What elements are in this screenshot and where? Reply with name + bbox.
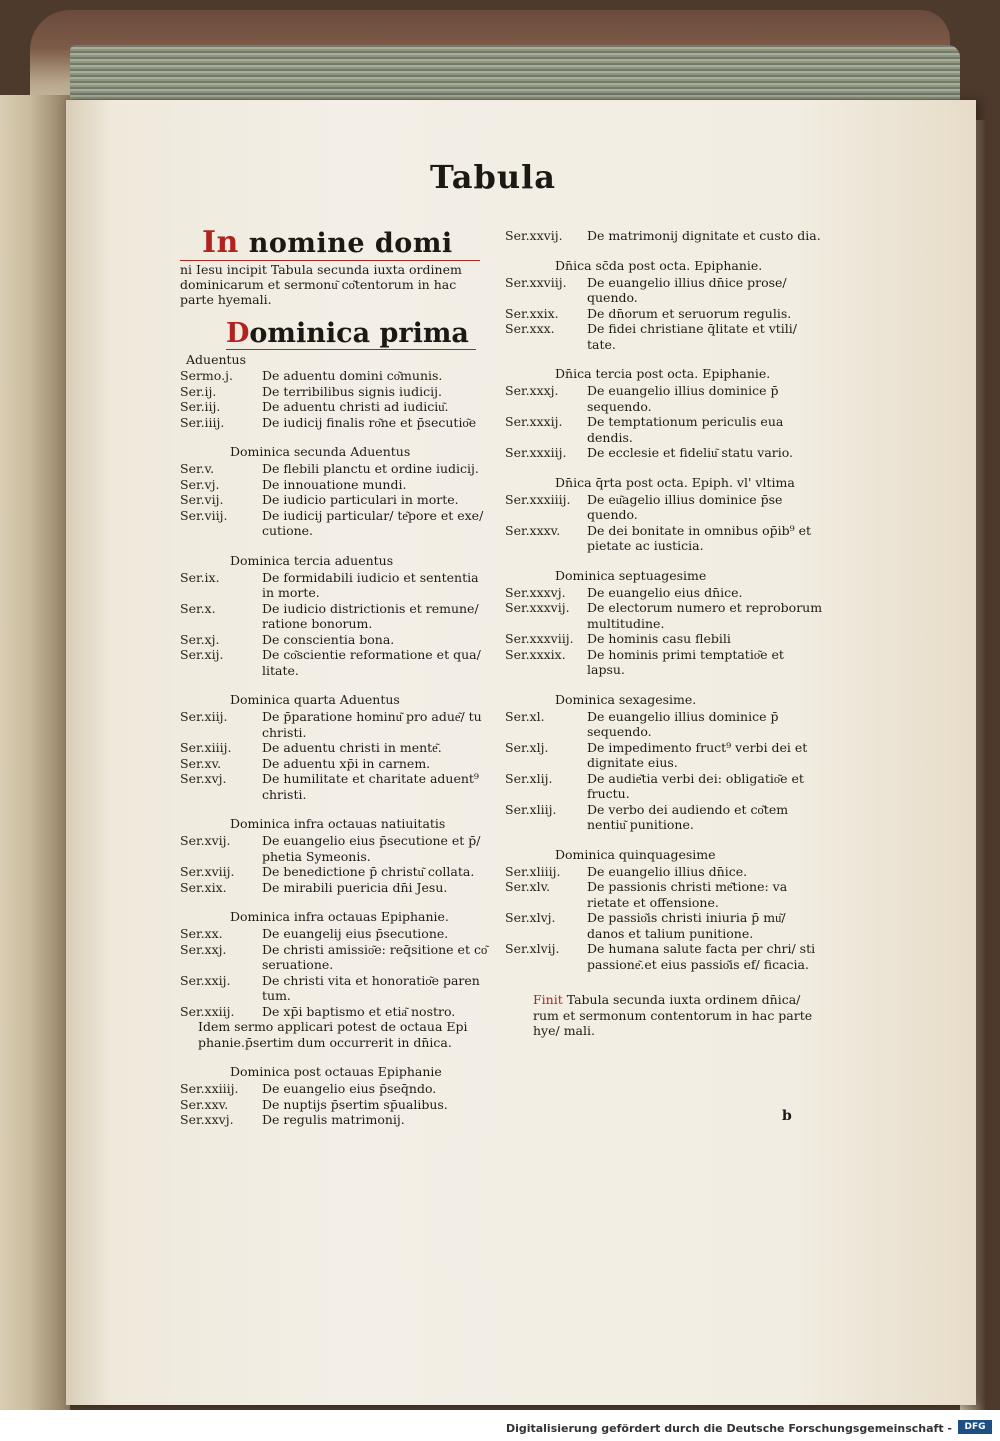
sermon-entry — [180, 477, 490, 493]
sermon-number: Ser.xxj. — [180, 941, 227, 957]
sermon-number: Ser.xxvij. — [505, 228, 563, 243]
sermon-title: De temptationum periculis eua dendis. — [587, 414, 784, 445]
sermon-title: De impedimento fruct⁹ verbi dei et dignitate eius. — [587, 739, 808, 770]
sermon-entry — [180, 756, 490, 772]
sermon-number: Ser.xxxvij. — [505, 600, 570, 615]
sermon-entry — [180, 492, 490, 508]
sermon-entry — [180, 1097, 490, 1113]
sermon-number: Ser.vj. — [180, 476, 220, 492]
dominica-prima-title — [226, 319, 476, 350]
section-title: Dominica septuagesime — [555, 567, 707, 583]
incipit-title — [202, 225, 490, 260]
section-title: Dominica tercia aduentus — [230, 552, 394, 568]
sermon-number: Ser.xlvj. — [505, 910, 556, 925]
sermon-entry — [180, 368, 490, 384]
sermon-entry — [180, 461, 490, 477]
sermon-entry — [180, 1081, 490, 1097]
sermon-entry — [180, 926, 490, 942]
section-title: Dominica infra octauas Epiphanie. — [230, 909, 449, 924]
sermon-entry — [180, 647, 490, 678]
sermon-number: Ser.xxxvj. — [505, 584, 566, 600]
sermon-entry — [180, 880, 490, 896]
sermon-title: De electorum numero et reproborum multitudine. — [587, 600, 823, 631]
sermon-entry — [505, 383, 825, 414]
sermon-entry — [180, 1112, 490, 1128]
sermon-number: Ser.viij. — [180, 507, 228, 523]
sermon-number: Ser.xiij. — [180, 709, 228, 724]
sermon-title: De aduentu domini co͂munis. — [262, 368, 443, 383]
dominica-prima-rest: ominica prima — [249, 318, 469, 349]
sermon-title: De euangelio illius dn̄ice prose/ quendo. — [587, 274, 787, 305]
sermon-title: De euangelio illius dominice p̄ sequendo. — [587, 383, 779, 414]
sermon-title: De christi amissio͂e: req̄sitione et co͂ seruatione. — [262, 941, 488, 972]
sermon-entry — [505, 492, 825, 523]
sermon-number: Ser.iij. — [180, 399, 221, 414]
sermon-entry — [505, 585, 825, 601]
sermon-entry — [180, 740, 490, 756]
sermon-title: De verbo dei audiendo et co͂tem nentiu͂ punitione. — [587, 801, 789, 832]
sermon-title: De euangelio eius p̄secutione et p̄/ phetia Symeonis. — [262, 833, 481, 864]
section-title: Dominica post octauas Epiphanie — [230, 1064, 442, 1079]
section-note: Idem sermo applicari potest de octaua Epi phanie.p̄sertim dum occurrerit in dn̄ica. — [198, 1019, 468, 1050]
incipit-initial: In — [202, 225, 239, 260]
sermon-entry — [180, 399, 490, 415]
sermon-title: De aduentu xp̄i in carnem. — [262, 755, 431, 771]
sermon-entry — [505, 306, 825, 322]
sermon-number: Ser.iiij. — [180, 414, 225, 430]
sermon-title: De ecclesie et fideliu͂ statu vario. — [587, 445, 794, 460]
sermon-title: De regulis matrimonij. — [262, 1112, 405, 1127]
sermon-title: De eu͂agelio illius dominice p̄se quendo. — [587, 491, 783, 522]
sermon-title: De iudicij particular/ te͂pore et exe/ cutione. — [262, 507, 484, 538]
sermon-entry — [505, 910, 825, 941]
sermon-title: De fidei christiane q̄litate et vtili/ tate. — [587, 321, 797, 352]
sermon-number: Ser.xviij. — [180, 864, 235, 879]
section-title: Dn̄ica tercia post octa. Epiphanie. — [555, 366, 771, 381]
section-title: Dn̄ica sc̄da post octa. Epiphanie. — [555, 257, 763, 273]
sermon-number: Ser.xlj. — [505, 739, 549, 755]
sermon-entry — [505, 600, 825, 631]
dominica-prima-initial: D — [226, 318, 250, 349]
finit-initial: Finit — [533, 992, 563, 1007]
sermon-number: Ser.v. — [180, 461, 215, 476]
sermon-number: Ser.xxxv. — [505, 522, 561, 538]
sermon-number: Ser.xxvj. — [180, 1112, 234, 1127]
sermon-number: Ser.ij. — [180, 383, 217, 399]
sermon-entry — [505, 523, 825, 554]
sermon-number: Ser.xij. — [180, 647, 224, 662]
sermon-number: Ser.xliiij. — [505, 863, 561, 879]
sermon-title: De hominis casu flebili — [587, 631, 731, 646]
sermon-title: De benedictione p̄ christu͂ collata. — [262, 864, 475, 879]
section-title: Aduentus — [186, 352, 247, 367]
signature-mark: b — [782, 1108, 792, 1124]
sermon-number: Ser.xxix. — [505, 305, 559, 321]
sermon-title: De matrimonij dignitate et custo dia. — [587, 228, 821, 243]
sermon-title: De audie͂tia verbi dei: obligatio͂e et fructu. — [587, 770, 804, 801]
sermon-title: De innouatione mundi. — [262, 476, 407, 492]
sermon-number: Ser.xliij. — [505, 801, 557, 817]
sermon-number: Ser.xlij. — [505, 770, 553, 786]
sermon-number: Ser.xxiij. — [180, 1003, 235, 1019]
sermon-entry — [180, 632, 490, 648]
sermon-title: De iudicio districtionis et remune/ ratione bonorum. — [262, 600, 479, 631]
sermon-entry — [505, 802, 825, 833]
finit-line — [533, 992, 825, 1039]
sermon-number: Ser.xxxij. — [505, 414, 563, 429]
sermon-entry — [505, 631, 825, 647]
sermon-title: De euangelio illius dominice p̄ sequendo. — [587, 708, 779, 739]
sermon-number: Ser.xxv. — [180, 1096, 229, 1112]
sermon-number: Ser.xxxviij. — [505, 631, 574, 646]
sermon-entry — [505, 445, 825, 461]
sermon-number: Ser.xxxix. — [505, 646, 566, 662]
sermon-number: Ser.xxiiij. — [180, 1081, 239, 1096]
sermon-entry — [180, 771, 490, 802]
section-title: Dominica sexagesime. — [555, 691, 697, 707]
sermon-entry — [505, 709, 825, 740]
sermon-number: Sermo.j. — [180, 368, 233, 383]
dfg-logo: DFG — [958, 1420, 992, 1434]
sermon-entry — [505, 414, 825, 445]
incipit-title-rest: nomine domi — [238, 228, 453, 259]
sermon-entry — [180, 833, 490, 864]
sermon-title: De euangelio eius p̄seq̄ndo. — [262, 1081, 437, 1096]
sermon-number: Ser.xvj. — [180, 771, 227, 786]
sermon-title: De mirabili puericia dn̄i Jesu. — [262, 879, 448, 895]
sermon-title: De flebili planctu et ordine iudicij. — [262, 461, 479, 476]
right-sections — [505, 228, 825, 972]
sermon-number: Ser.ix. — [180, 569, 220, 585]
sermon-entry — [505, 771, 825, 802]
section-title: Dn̄ica q̄rta post octa. Epiph. vl' vltima — [555, 474, 795, 490]
column-right — [505, 228, 825, 1039]
left-sections — [180, 352, 490, 1128]
sermon-entry — [505, 879, 825, 910]
sermon-entry — [180, 415, 490, 431]
sermon-title: De dei bonitate in omnibus op̄ib⁹ et pietate ac iusticia. — [587, 522, 812, 553]
footer-credit: Digitalisierung gefördert durch die Deutsche Forschungsgemeinschaft - — [505, 1422, 952, 1435]
sermon-title: De conscientia bona. — [262, 631, 395, 647]
sermon-number: Ser.xxxiiij. — [505, 491, 571, 507]
section-title: Dominica infra octauas natiuitatis — [230, 816, 446, 831]
sermon-entry — [180, 942, 490, 973]
sermon-number: Ser.xvij. — [180, 833, 231, 848]
sermon-entry — [180, 864, 490, 880]
sermon-entry — [505, 864, 825, 880]
sermon-number: Ser.xxx. — [505, 321, 555, 336]
footer-bar — [0, 1417, 1000, 1441]
sermon-number: Ser.xv. — [180, 755, 222, 771]
section-title: Dominica quinquagesime — [555, 846, 716, 862]
column-left — [180, 225, 490, 1128]
sermon-number: Ser.xlv. — [505, 879, 551, 894]
section-title: Dominica secunda Aduentus — [230, 444, 411, 459]
sermon-number: Ser.xx. — [180, 926, 223, 941]
sermon-title: De iudicij finalis ro͂ne et p̄secutio͂e — [262, 414, 477, 430]
sermon-entry — [505, 275, 825, 306]
sermon-number: Ser.xix. — [180, 879, 227, 895]
sermon-entry — [505, 941, 825, 972]
sermon-entry — [180, 1004, 490, 1020]
page-heading: Tabula — [430, 158, 557, 196]
sermon-entry — [180, 601, 490, 632]
sermon-title: De iudicio particulari in morte. — [262, 492, 459, 507]
sermon-number: Ser.x. — [180, 600, 216, 616]
finit-text: Tabula secunda iuxta ordinem dn̄ica/ rum et sermonum contentorum in hac parte hye/ mali. — [533, 992, 813, 1038]
sermon-title: De nuptijs p̄sertim sp̄ualibus. — [262, 1096, 448, 1112]
sermon-title: De passionis christi me͂tione: va rietate et offensione. — [587, 879, 788, 910]
sermon-title: De euangelio eius dn̄ice. — [587, 584, 743, 600]
incipit-text: ni Iesu incipit Tabula secunda iuxta ordinem dominicarum et sermonu͂ co͂tentorum in hac parte hyemali. — [180, 260, 480, 307]
sermon-entry — [505, 740, 825, 771]
sermon-entry — [180, 508, 490, 539]
sermon-entry — [180, 384, 490, 400]
sermon-title: De hominis primi temptatio͂e et lapsu. — [587, 646, 784, 677]
sermon-number: Ser.xxxiij. — [505, 445, 567, 460]
sermon-entry — [505, 228, 825, 244]
sermon-title: De euangelio illius dn̄ice. — [587, 863, 748, 879]
sermon-entry — [505, 647, 825, 678]
sermon-number: Ser.xj. — [180, 631, 220, 647]
facing-page-edge — [0, 95, 70, 1410]
sermon-entry — [180, 709, 490, 740]
sermon-number: Ser.vij. — [180, 492, 224, 507]
sermon-title: De humilitate et charitate aduent⁹ christi. — [262, 771, 479, 802]
sermon-number: Ser.xxviij. — [505, 274, 567, 290]
sermon-title: De euangelij eius p̄secutione. — [262, 926, 449, 941]
sermon-number: Ser.xxij. — [180, 972, 231, 988]
sermon-entry — [505, 321, 825, 352]
section-title: Dominica quarta Aduentus — [230, 692, 400, 707]
sermon-title: De co͂scientie reformatione et qua/ litate. — [262, 647, 481, 678]
sermon-title: De aduentu christi in mente͂. — [262, 740, 442, 755]
sermon-title: De formidabili iudicio et sententia in morte. — [262, 569, 479, 600]
sermon-title: De humana salute facta per chri/ sti passione͂.et eius passio͂is ef/ ficacia. — [587, 941, 816, 972]
sermon-title: De aduentu christi ad iudiciu͂. — [262, 399, 449, 414]
sermon-number: Ser.xiiij. — [180, 740, 232, 755]
sermon-number: Ser.xlvij. — [505, 941, 560, 956]
sermon-title: De dn̄orum et seruorum regulis. — [587, 305, 792, 321]
sermon-title: De xp̄i baptismo et etia͂ nostro. — [262, 1003, 456, 1019]
sermon-entry — [180, 973, 490, 1004]
sermon-number: Ser.xxxj. — [505, 383, 559, 398]
sermon-title: De passio͂is christi iniuria p̄ mu͂/ danos et talium punitione. — [587, 910, 786, 941]
sermon-title: De p̄paratione hominu͂ pro adue͂/ tu christi. — [262, 709, 482, 740]
sermon-title: De christi vita et honoratio͂e paren tum. — [262, 972, 480, 1003]
sermon-number: Ser.xl. — [505, 708, 545, 724]
sermon-title: De terribilibus signis iudicij. — [262, 383, 442, 399]
sermon-entry — [180, 570, 490, 601]
